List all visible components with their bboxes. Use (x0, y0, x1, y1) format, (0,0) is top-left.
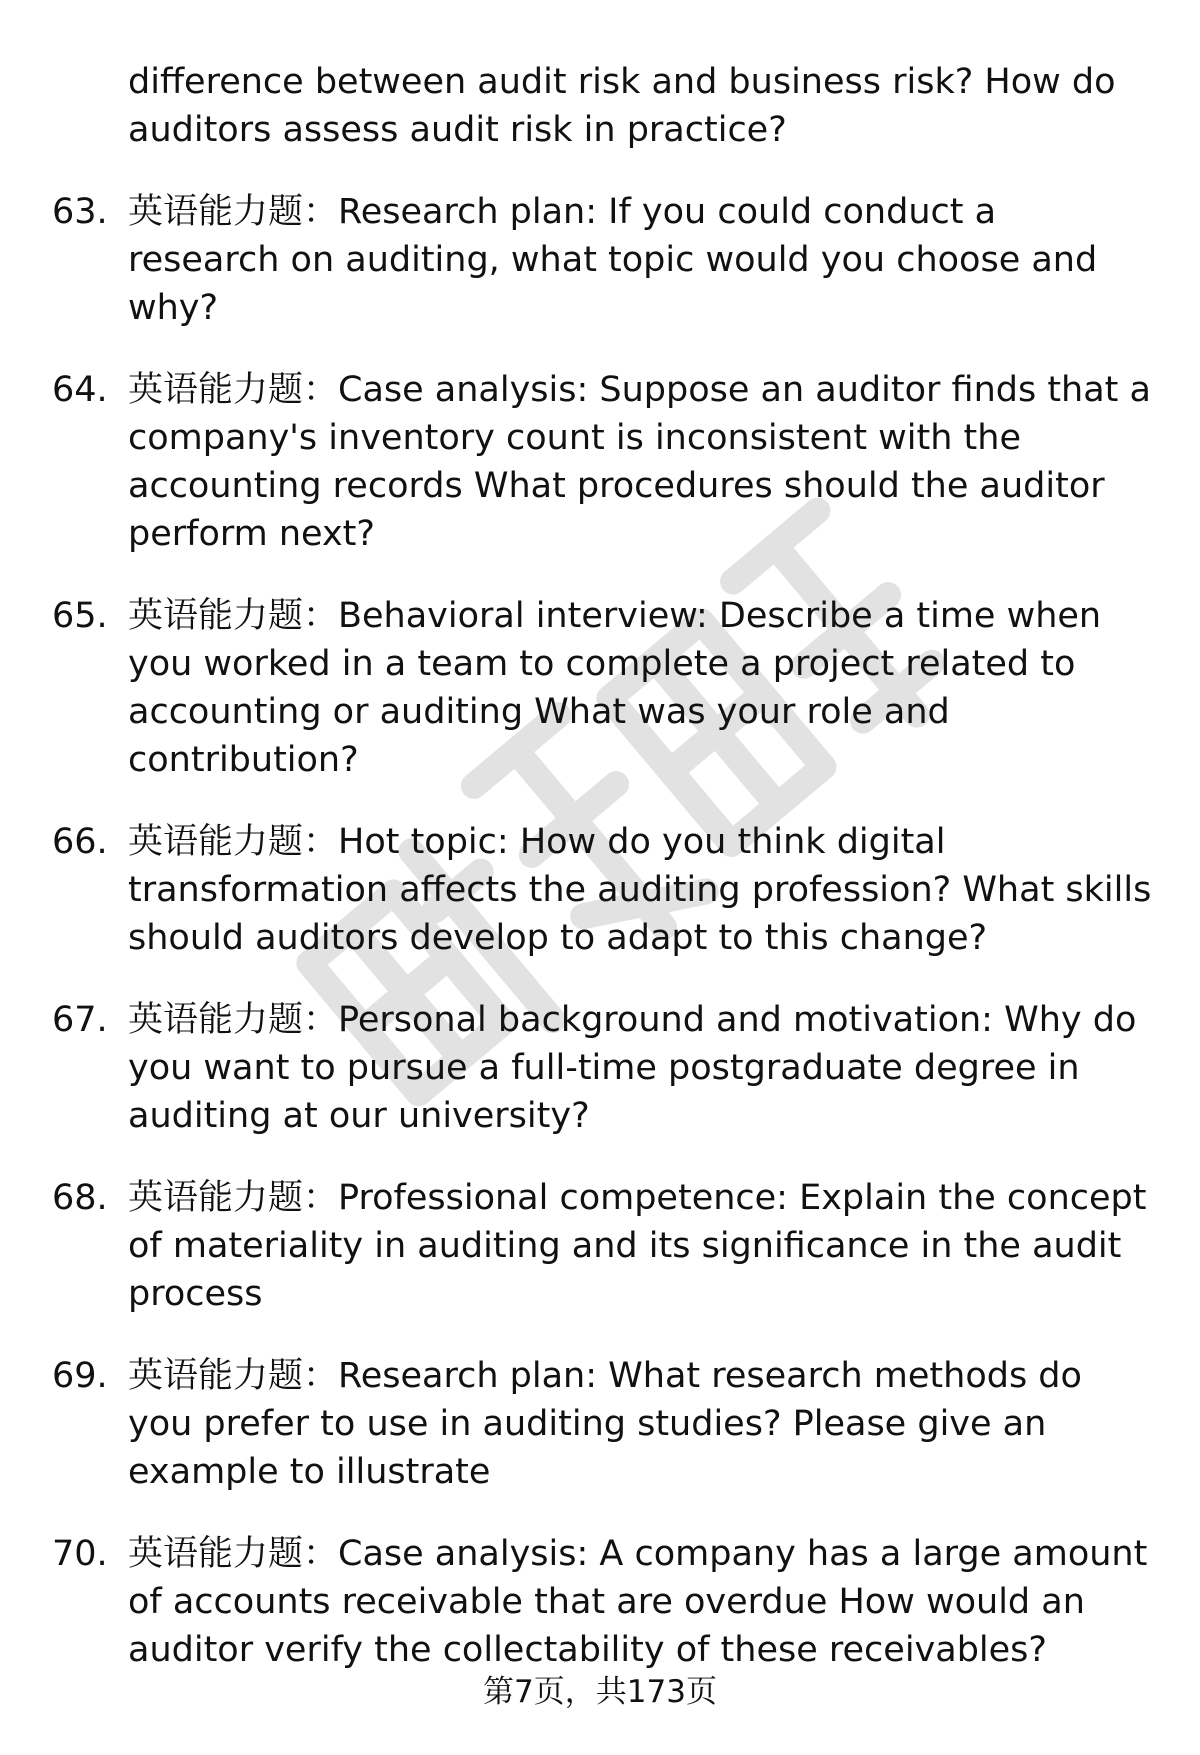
previous-question-continuation: difference between audit risk and business risk? How do auditors assess audit risk in practice? (128, 62, 1116, 150)
question-list-container (52, 58, 1152, 1674)
question-number: 65. (52, 596, 108, 636)
question-item (52, 818, 1152, 962)
question-item (52, 366, 1152, 558)
question-number: 67. (52, 1000, 108, 1040)
question-text: 英语能力题：Hot topic: How do you think digital transformation affects the auditing profession? What skills should auditors develop to adapt to this change? (128, 822, 1152, 958)
question-number: 64. (52, 370, 108, 410)
question-item (52, 1530, 1152, 1674)
question-item (52, 592, 1152, 784)
question-item (52, 996, 1152, 1140)
question-item (52, 1352, 1152, 1496)
question-text: 英语能力题：Personal background and motivation: Why do you want to pursue a full-time postgraduate degree in auditing at our university? (128, 1000, 1137, 1136)
page-number-footer: 第7页，共173页 (483, 1674, 717, 1710)
question-text: 英语能力题：Case analysis: A company has a large amount of accounts receivable that are overdue How would an auditor verify the collectability of these receivables? (128, 1534, 1148, 1670)
question-number: 68. (52, 1178, 108, 1218)
question-number: 69. (52, 1356, 108, 1396)
question-number: 66. (52, 822, 108, 862)
question-list (52, 188, 1152, 1674)
question-text: 英语能力题：Research plan: If you could conduct a research on auditing, what topic would you choose and why? (128, 192, 1098, 328)
question-text: 英语能力题：Research plan: What research methods do you prefer to use in auditing studies? Please give an example to illustrate (128, 1356, 1082, 1492)
question-item (52, 1174, 1152, 1318)
question-text: 英语能力题：Professional competence: Explain the concept of materiality in auditing and its significance in the audit process (128, 1178, 1147, 1314)
question-number: 63. (52, 192, 108, 232)
question-text: 英语能力题：Behavioral interview: Describe a time when you worked in a team to complete a project related to accounting or auditing What was your role and contribution? (128, 596, 1102, 780)
question-text: 英语能力题：Case analysis: Suppose an auditor finds that a company's inventory count is inconsistent with the accounting records What procedures should the auditor perform next? (128, 370, 1151, 554)
question-number: 70. (52, 1534, 108, 1574)
question-item (52, 188, 1152, 332)
